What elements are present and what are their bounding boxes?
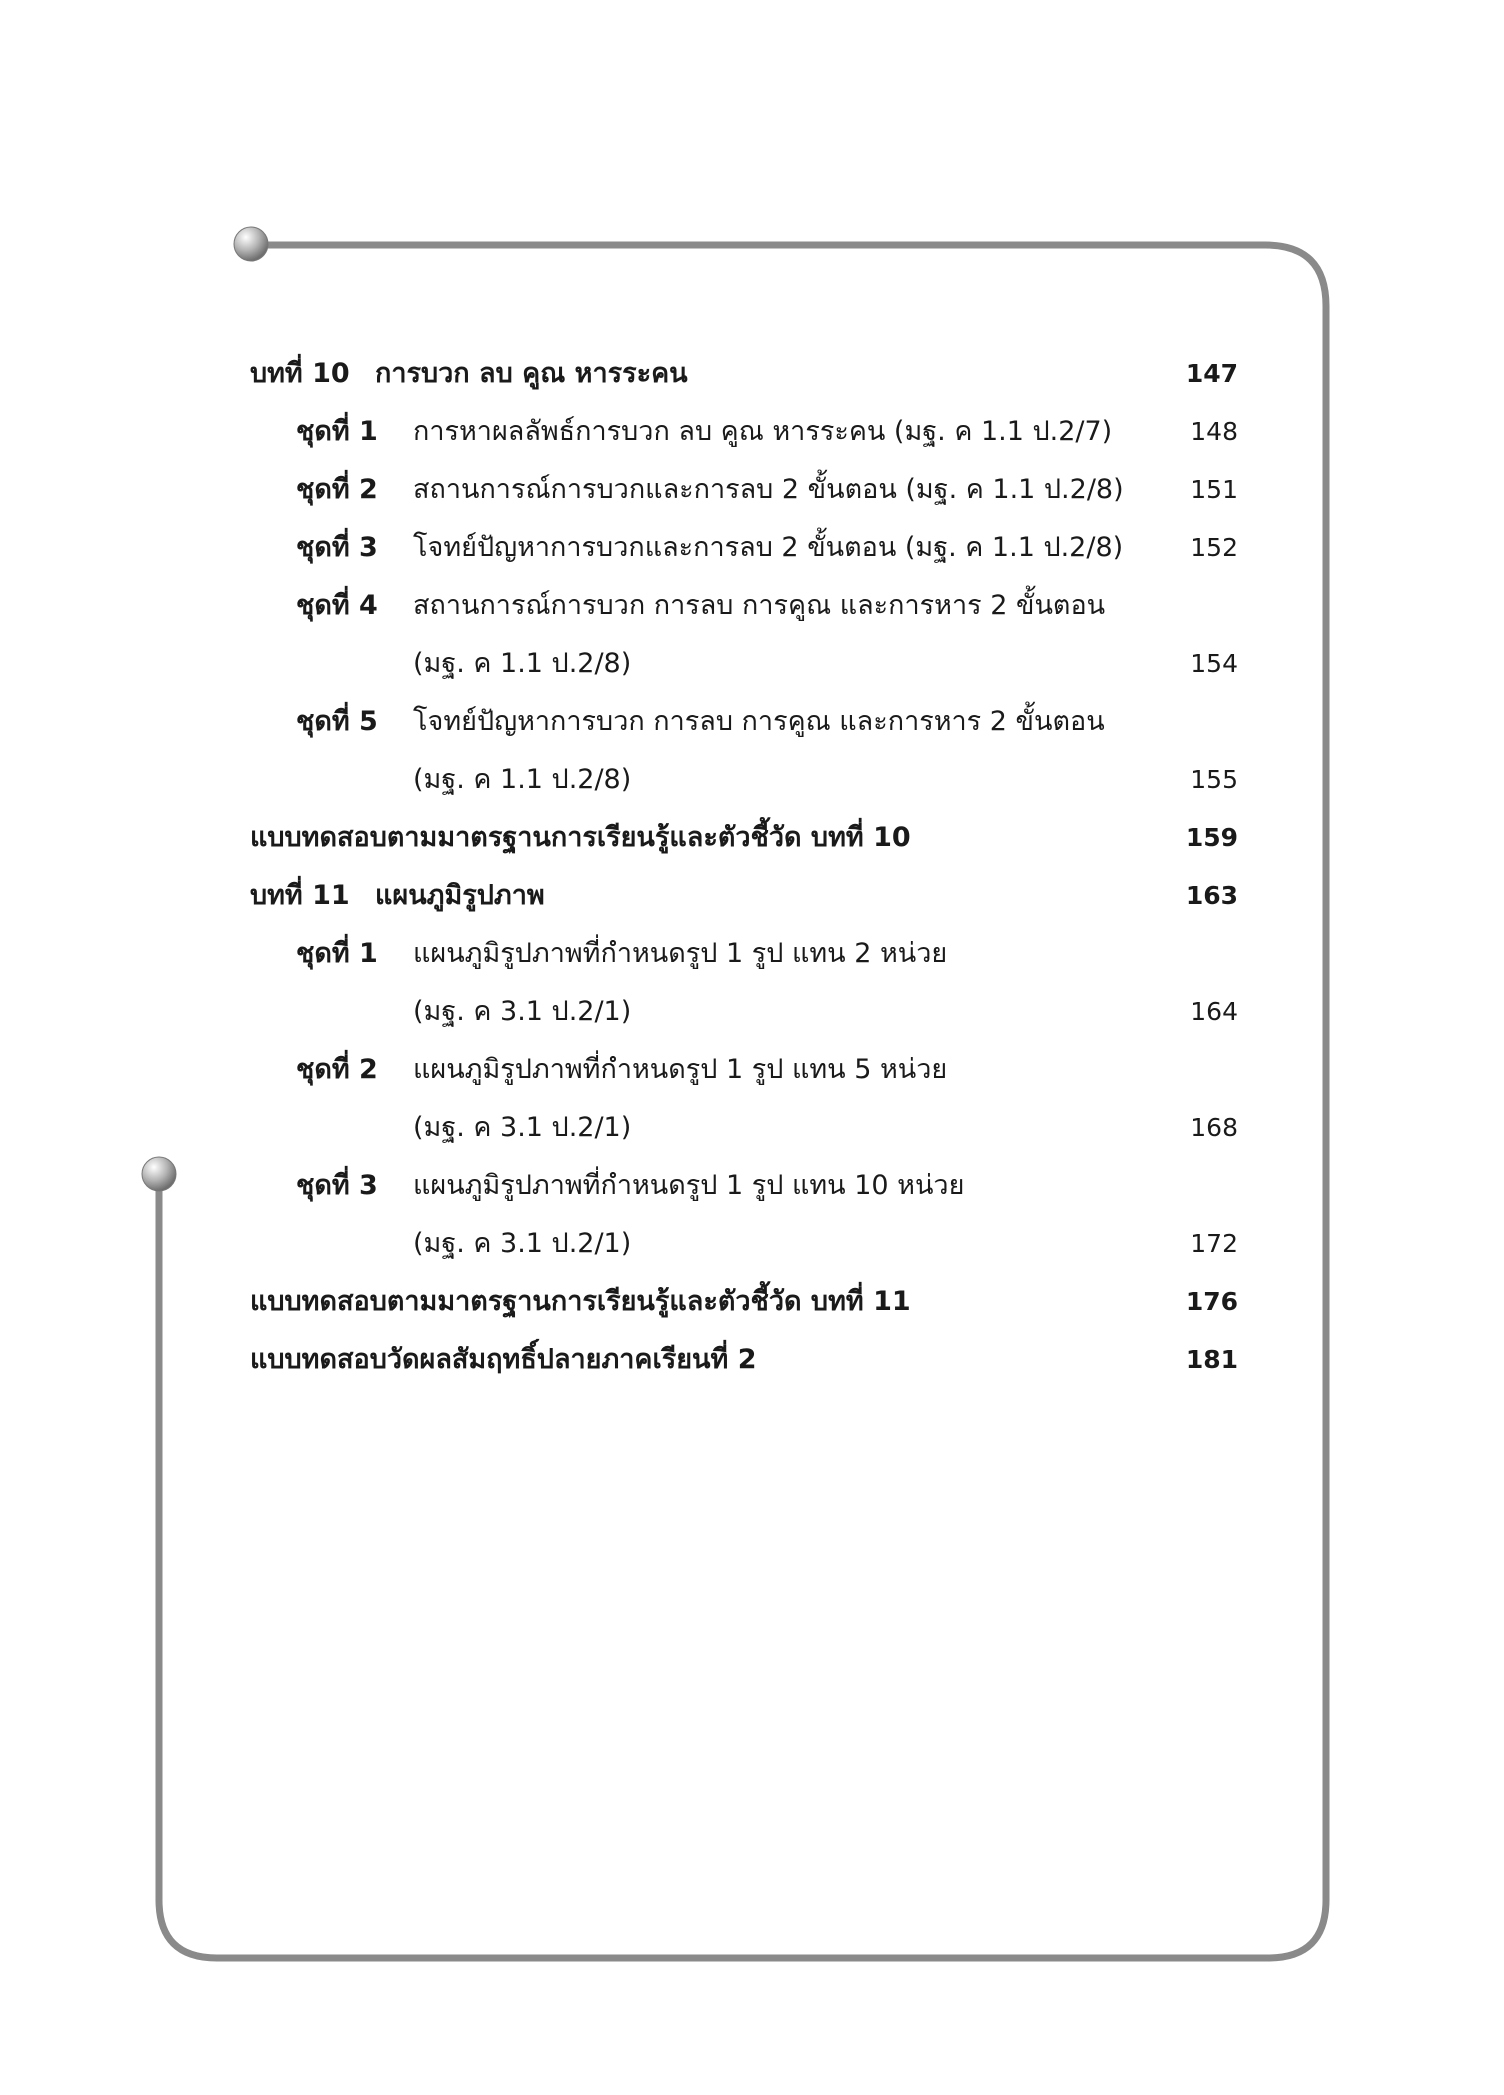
test-title: แบบทดสอบตามมาตรฐานการเรียนรู้และตัวชี้วัด บทที่ 11 xyxy=(250,1286,911,1317)
toc-set xyxy=(0,406,1504,458)
set-label: ชุดที่ 5 xyxy=(296,706,378,737)
chapter-title: แผนภูมิรูปภาพ xyxy=(375,880,545,911)
set-title: แผนภูมิรูปภาพที่กำหนดรูป 1 รูป แทน 5 หน่วย xyxy=(413,1054,948,1085)
set-label: ชุดที่ 4 xyxy=(296,590,378,621)
set-title: โจทย์ปัญหาการบวก การลบ การคูณ และการหาร 2 ขั้นตอน xyxy=(413,706,1105,737)
chapter-title: การบวก ลบ คูณ หารระคน xyxy=(375,358,688,389)
page-number: 176 xyxy=(1185,1287,1238,1316)
toc-set xyxy=(0,696,1504,748)
chapter-label: บทที่ 10 xyxy=(250,358,350,389)
test-title: แบบทดสอบวัดผลสัมฤทธิ์ปลายภาคเรียนที่ 2 xyxy=(250,1344,757,1375)
frame-knob-top-icon xyxy=(234,227,268,261)
set-standard: (มฐ. ค 1.1 ป.2/8) xyxy=(413,648,632,679)
page-number: 155 xyxy=(1190,765,1238,794)
set-label: ชุดที่ 2 xyxy=(296,1054,378,1085)
page-number: 154 xyxy=(1190,649,1238,678)
page-number: 152 xyxy=(1190,533,1238,562)
page-number: 159 xyxy=(1185,823,1238,852)
toc-chapter-test xyxy=(0,1276,1504,1328)
toc-set xyxy=(0,928,1504,980)
toc-set-continuation xyxy=(0,1102,1504,1154)
set-standard: (มฐ. ค 3.1 ป.2/1) xyxy=(413,996,632,1027)
page-number: 147 xyxy=(1185,359,1238,388)
toc-chapter-test xyxy=(0,812,1504,864)
set-title: แผนภูมิรูปภาพที่กำหนดรูป 1 รูป แทน 2 หน่วย xyxy=(413,938,948,969)
set-label: ชุดที่ 2 xyxy=(296,474,378,505)
test-title: แบบทดสอบตามมาตรฐานการเรียนรู้และตัวชี้วัด บทที่ 10 xyxy=(250,822,911,853)
set-title: แผนภูมิรูปภาพที่กำหนดรูป 1 รูป แทน 10 หน่วย xyxy=(413,1170,965,1201)
page-number: 151 xyxy=(1190,475,1238,504)
page-number: 172 xyxy=(1190,1229,1238,1258)
set-label: ชุดที่ 1 xyxy=(296,938,378,969)
set-standard: (มฐ. ค 3.1 ป.2/1) xyxy=(413,1112,632,1143)
toc-set-continuation xyxy=(0,754,1504,806)
toc-set-continuation xyxy=(0,1218,1504,1270)
page-number: 164 xyxy=(1190,997,1238,1026)
toc-chapter-11 xyxy=(0,870,1504,922)
page-number: 181 xyxy=(1185,1345,1238,1374)
set-label: ชุดที่ 3 xyxy=(296,532,378,563)
set-title: สถานการณ์การบวก การลบ การคูณ และการหาร 2 ขั้นตอน xyxy=(413,590,1106,621)
page-number: 168 xyxy=(1190,1113,1238,1142)
set-label: ชุดที่ 3 xyxy=(296,1170,378,1201)
toc-set xyxy=(0,580,1504,632)
toc-set xyxy=(0,522,1504,574)
set-title: สถานการณ์การบวกและการลบ 2 ขั้นตอน (มฐ. ค 1.1 ป.2/8) xyxy=(413,474,1124,505)
toc-set xyxy=(0,1044,1504,1096)
toc-set xyxy=(0,464,1504,516)
set-label: ชุดที่ 1 xyxy=(296,416,378,447)
chapter-label: บทที่ 11 xyxy=(250,880,350,911)
toc-set-continuation xyxy=(0,986,1504,1038)
set-title: การหาผลลัพธ์การบวก ลบ คูณ หารระคน (มฐ. ค 1.1 ป.2/7) xyxy=(413,416,1113,447)
toc-set xyxy=(0,1160,1504,1212)
toc-final-test xyxy=(0,1334,1504,1386)
toc-chapter-10 xyxy=(0,348,1504,400)
page-number: 148 xyxy=(1190,417,1238,446)
set-standard: (มฐ. ค 3.1 ป.2/1) xyxy=(413,1228,632,1259)
toc-set-continuation xyxy=(0,638,1504,690)
set-standard: (มฐ. ค 1.1 ป.2/8) xyxy=(413,764,632,795)
set-title: โจทย์ปัญหาการบวกและการลบ 2 ขั้นตอน (มฐ. ค 1.1 ป.2/8) xyxy=(413,532,1124,563)
page-number: 163 xyxy=(1185,881,1238,910)
